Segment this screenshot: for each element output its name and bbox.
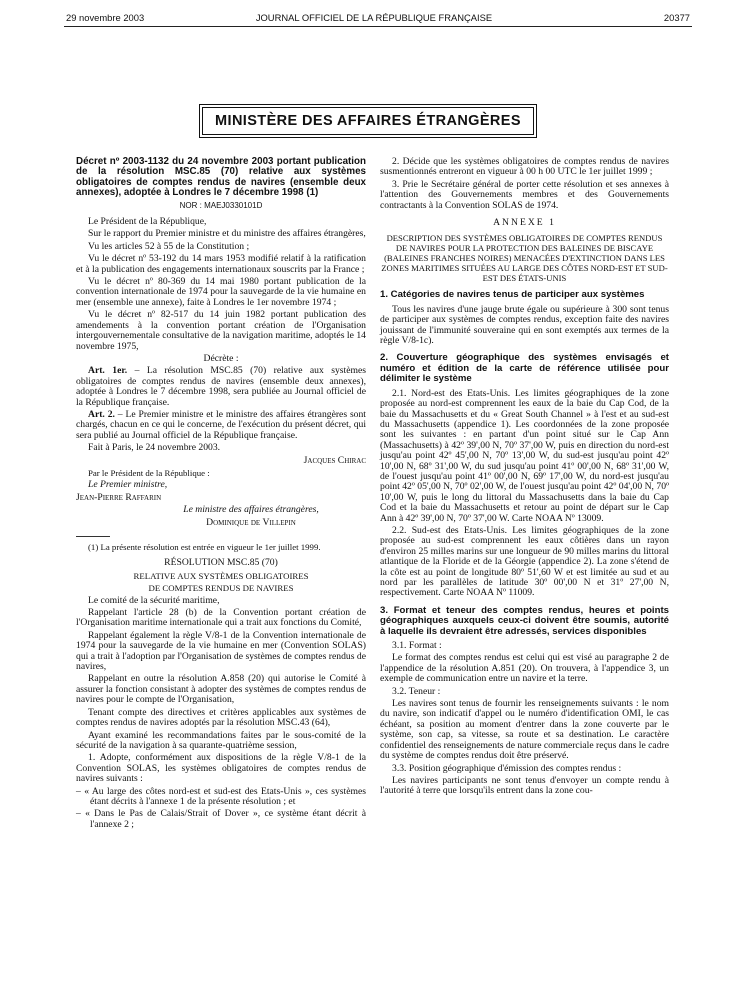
section-heading-3: 3. Format et teneur des comptes rendus, heures et points géographiques auxquels ceux-ci doivent être soumis, autorité à laquelle ils devraient être adressés, services disponibles (380, 604, 669, 637)
decree-title: Décret nº 2003-1132 du 24 novembre 2003 portant publication de la résolution MSC.85 (70) relative aux systèmes obligatoires de comptes rendus de navires (ensemble deux annexes), adoptée à Londres le 7 décembre 1998 (1) (76, 156, 366, 199)
pm-name: Jean-Pierre Raffarin (76, 491, 162, 503)
signature-president: Jacques Chirac (303, 454, 366, 466)
paragraph: 1. Adopte, conformément aux dispositions de la règle V/8-1 de la Convention SOLAS, les systèmes obligatoires de comptes rendus de navires suivants : (76, 752, 366, 785)
resolution-title: RÉSOLUTION MSC.85 (70) (164, 557, 278, 569)
annexe-description: DESCRIPTION DES SYSTÈMES OBLIGATOIRES DE COMPTES RENDUS DE NAVIRES POUR LA PROTECTION DES BALEINES DE BISCAYE (BALEINES FRANCHES NOIRES) MENACÉES D'EXTINCTION DANS LES ZONES MARITIMES SITUÉES AU LARGE DES CÔTES NORD-EST ET SUD-EST DES ÉTATS-UNIS (381, 233, 668, 284)
header-date: 29 novembre 2003 (66, 12, 145, 23)
paragraph: Vu le décret nº 82-517 du 14 juin 1982 portant publication des amendements à la convention portant création de l'Organisation intergouvernementale consultative de la navigation maritime, adoptés le 14 novembre 1975, (76, 309, 366, 352)
header-rule (64, 26, 692, 27)
paragraph: Les navires sont tenus de fournir les renseignements suivants : le nom du navire, son indicatif d'appel ou le numéro d'identification OMI, le cas échéant, sa position au moment d'entrer dans la zone couverte par le système, son cap, sa vitesse, sa route et sa destination. Le caractère confidentiel des renseignements de nature commerciale reçus dans le cadre du système de comptes rendus doit être préservé. (380, 698, 669, 762)
nor-reference: NOR : MAEJ0330101D (179, 200, 263, 210)
paragraph: Le format des comptes rendus est celui qui est visé au paragraphe 2 de l'appendice de la résolution A.851 (20). On trouvera, à l'appendice 3, un exemple de communication entre un navire et la terre. (380, 652, 669, 685)
list-item: – « Au large des côtes nord-est et sud-est des Etats-Unis », ces systèmes étant décrits à l'annexe 1 de la présente résolution ; et (76, 785, 366, 807)
paragraph: 2.2. Sud-est des Etats-Unis. Les limites géographiques de la zone proposée au sud-est comprennent les eaux côtières dans un rayon d'environ 25 milles marins sur une longueur de 90 milles marins du littoral atlantique de la Floride et de la Géorgie (appendice 2). La zone s'étend de la côte est au point de longitude 80º 51',60 W et est limitée au sud et au nord par les parallèles de latitude 30º 00',00 N et 31º 27',00 N, respectivement. Carte NOAA Nº 11009. (380, 524, 669, 599)
paragraph: Rappelant en outre la résolution A.858 (20) qui autorise le Comité à assurer la fonction consistant à adopter des systèmes de comptes rendus de navires pour le compte de l'Organisation, (76, 673, 366, 706)
section-heading-2: 2. Couverture géographique des systèmes envisagés et numéro et édition de la carte de référence utilisée pour délimiter le système (380, 352, 669, 385)
paragraph: Le Président de la République, (88, 216, 207, 228)
paragraph: Vu le décret nº 80-369 du 14 mai 1980 portant publication de la convention internationale de 1974 pour la sauvegarde de la vie humaine en mer (ensemble une annexe), faite à Londres le 1er novembre 1974 ; (76, 276, 366, 308)
section-heading-1: 1. Catégories de navires tenus de participer aux systèmes (380, 289, 645, 301)
article-2-text: – Le Premier ministre et le ministre des affaires étrangères sont chargés, chacun en ce qui le concerne, de l'exécution du présent décret, qui sera publié au Journal officiel de la République française. (76, 408, 366, 441)
page-number: 20377 (663, 12, 690, 23)
footnote: (1) La présente résolution est entrée en vigueur le 1er juillet 1999. (88, 542, 321, 552)
article-2-label: Art. 2. (88, 408, 115, 420)
signing-place: Fait à Paris, le 24 novembre 2003. (88, 442, 221, 454)
subsection-label: 3.3. Position géographique d'émission des comptes rendus : (392, 762, 622, 774)
paragraph: Vu les articles 52 à 55 de la Constitution ; (88, 240, 250, 252)
article-1 (76, 366, 366, 408)
article-2 (76, 410, 366, 441)
article-1-text: – La résolution MSC.85 (70) relative aux systèmes obligatoires de comptes rendus de navires (ensemble deux annexes), adoptée à Londres le 7 décembre 1998, sera publiée au Journal officiel de la République française. (76, 365, 366, 408)
left-column (76, 157, 366, 832)
ministry-title: MINISTÈRE DES AFFAIRES ÉTRANGÈRES (215, 113, 521, 129)
ministry-box (202, 107, 534, 135)
resolution-subtitle-1: RELATIVE AUX SYSTÈMES OBLIGATOIRES (133, 570, 309, 581)
paragraph: Vu le décret nº 53-192 du 14 mars 1953 modifié relatif à la ratification et à la publication des engagements internationaux souscrits par la France ; (76, 253, 366, 275)
paragraph: 2. Décide que les systèmes obligatoires de comptes rendus de navires susmentionnés entreront en vigueur à 00 h 00 UTC le 1er juillet 1999 ; (380, 156, 669, 178)
resolution-subtitle-2: DE COMPTES RENDUS DE NAVIRES (148, 583, 294, 594)
paragraph: Tenant compte des directives et critères applicables aux systèmes de comptes rendus de navires adoptés par la résolution MSC.43 (64), (76, 706, 366, 729)
paragraph: 3. Prie le Secrétaire général de porter cette résolution et ses annexes à l'attention des Gouvernements membres et des Gouvernements contractants à la Convention SOLAS de 1974. (380, 178, 669, 211)
minister-name: Dominique de Villepin (206, 516, 296, 528)
paragraph: Ayant examiné les recommandations faites par le sous-comité de la sécurité de la navigation à sa quarante-quatrième session, (76, 729, 366, 751)
pm-title: Le Premier ministre, (88, 479, 168, 491)
decrete-label: Décrète : (203, 352, 239, 364)
journal-title: JOURNAL OFFICIEL DE LA RÉPUBLIQUE FRANÇAISE (255, 12, 493, 23)
paragraph: 2.1. Nord-est des Etats-Unis. Les limites géographiques de la zone proposée au nord-est comprennent les eaux de la baie du Cap Cod, de la baie du Massachusetts et du « Great South Channel » à l'est et au sud-est du Massachusetts (appendice 1). Les coordonnées de la zone proposée sont les suivantes : en partant d'un point situé sur le Cap Ann (Massachusetts) à 42º 39',00 N, 70º 37',00 W, puis en direction du nord-est jusqu'au point 42º 45',00 N, 70º 13',00 W, du sud-est jusqu'au point 42º 10',00 N, 68º 31',00 W, du sud jusqu'au point 41º 00',00 N, 68º 31',00 W, de l'ouest jusqu'au point 41º 00',00 N, 69º 17',00 W, du nord-est jusqu'au point 42º 05',00 N, 70º 02',00 W, de l'ouest jusqu'au point 42º 04',00 N, 70º 10',00 W, puis le long du littoral du Massachusetts dans la baie du Cap Cod et la baie du Massachusetts et retour au point de départ sur le Cap Ann à 42º 39',00 N, 70º 37',00 W. Carte NOAA Nº 13009. (380, 387, 669, 524)
subsection-label: 3.2. Teneur : (392, 685, 441, 697)
paragraph: Rappelant l'article 28 (b) de la Convention portant création de l'Organisation maritime internationale qui a trait aux fonctions du Comité, (76, 607, 366, 629)
annexe-heading: ANNEXE 1 (493, 217, 556, 229)
paragraph: Sur le rapport du Premier ministre et du ministre des affaires étrangères, (88, 228, 366, 240)
paragraph: Le comité de la sécurité maritime, (88, 594, 220, 606)
right-column (380, 157, 669, 799)
paragraph: Tous les navires d'une jauge brute égale ou supérieure à 300 sont tenus de participer aux systèmes de comptes rendus, exception faite des navires jouissant de l'immunité souveraine qui en sont exemptés aux termes de la règle V/8-1c). (380, 303, 669, 347)
subsection-label: 3.1. Format : (392, 640, 442, 652)
page-header (0, 6, 748, 22)
footnote-separator (76, 536, 110, 537)
article-1-label: Art. 1er. (88, 365, 128, 377)
list-item: – « Dans le Pas de Calais/Strait of Dover », ce système étant décrit à l'annexe 2 ; (76, 808, 366, 830)
minister-title: Le ministre des affaires étrangères, (183, 504, 319, 516)
par-le-president: Par le Président de la République : (88, 467, 210, 478)
paragraph: Rappelant également la règle V/8-1 de la Convention internationale de 1974 pour la sauvegarde de la vie humaine en mer (Convention SOLAS) qui a trait à l'adoption par l'Organisation de systèmes de comptes rendus de navires, (76, 629, 366, 673)
paragraph: Les navires participants ne sont tenus d'envoyer un compte rendu à l'autorité à terre que lorsqu'ils entrent dans la zone cou- (380, 774, 669, 797)
